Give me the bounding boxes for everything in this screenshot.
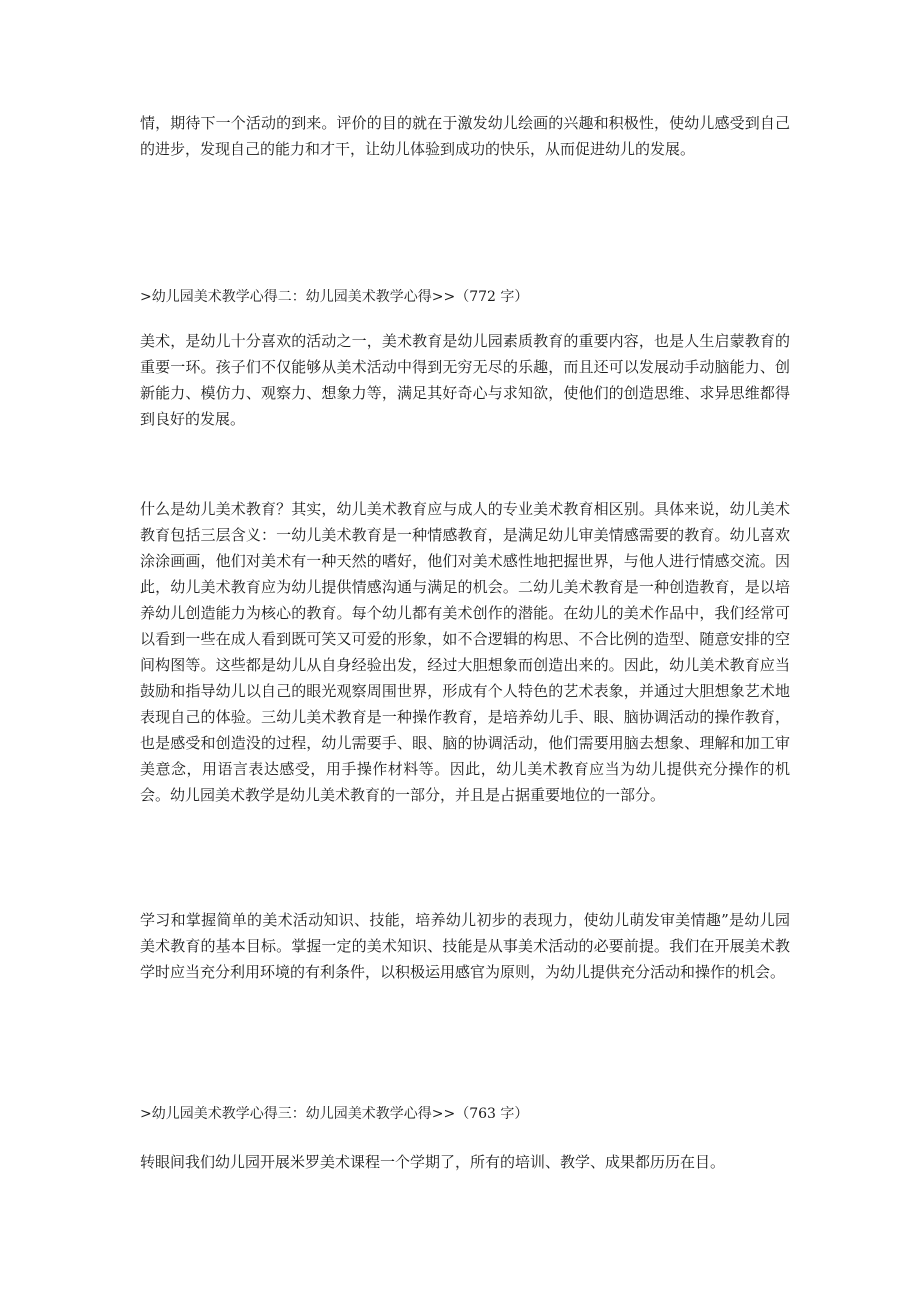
- paragraph-evaluation-purpose: 情，期待下一个活动的到来。评价的目的就在于激发幼儿绘画的兴趣和积极性，使幼儿感受到自己的进步，发现自己的能力和才干，让幼儿体验到成功的快乐，从而促进幼儿的发展。: [140, 114, 790, 158]
- paragraph-basic-goals: 学习和掌握简单的美术活动知识、技能，培养幼儿初步的表现力，使幼儿萌发审美情趣”是幼儿园美术教育的基本目标。掌握一定的美术知识、技能是从事美术活动的必要前提。我们在开展美术教学时应当充分利用环境的有利条件，以积极运用感官为原则，为幼儿提供充分活动和操作的机会。: [140, 911, 790, 981]
- section-heading-part-two: >幼儿园美术教学心得二：幼儿园美术教学心得>>（772 字）: [140, 289, 529, 305]
- paragraph-miro-course: 转眼间我们幼儿园开展米罗美术课程一个学期了，所有的培训、教学、成果都历历在目。: [140, 1153, 726, 1171]
- section-heading-part-three: >幼儿园美术教学心得三：幼儿园美术教学心得>>（763 字）: [140, 1106, 529, 1122]
- paragraph-art-importance: 美术，是幼儿十分喜欢的活动之一，美术教育是幼儿园素质教育的重要内容，也是人生启蒙教育的重要一环。孩子们不仅能够从美术活动中得到无穷无尽的乐趣，而且还可以发展动手动脑能力、创新能力、模仿力、观察力、想象力等，满足其好奇心与求知欲，使他们的创造思维、求异思维都得到良好的发展。: [140, 332, 790, 428]
- paragraph-what-is-child-art-education: 什么是幼儿美术教育？其实，幼儿美术教育应与成人的专业美术教育相区别。具体来说，幼儿美术教育包括三层含义：一幼儿美术教育是一种情感教育，是满足幼儿审美情感需要的教育。幼儿喜欢涂涂画画，他们对美术有一种天然的嗜好，他们对美术感性地把握世界，与他人进行情感交流。因此，幼儿美术教育应为幼儿提供情感沟通与满足的机会。二幼儿美术教育是一种创造教育，是以培养幼儿创造能力为核心的教育。每个幼儿都有美术创作的潜能。在幼儿的美术作品中，我们经常可以看到一些在成人看到既可笑又可爱的形象，如不合逻辑的构思、不合比例的造型、随意安排的空间构图等。这些都是幼儿从自身经验出发，经过大胆想象而创造出来的。因此，幼儿美术教育应当鼓励和指导幼儿以自己的眼光观察周围世界，形成有个人特色的艺术表象，并通过大胆想象艺术地表现自己的体验。三幼儿美术教育是一种操作教育，是培养幼儿手、眼、脑协调活动的操作教育，也是感受和创造没的过程，幼儿需要手、眼、脑的协调活动，他们需要用脑去想象、理解和加工审美意念，用语言表达感受，用手操作材料等。因此，幼儿美术教育应当为幼儿提供充分操作的机会。幼儿园美术教学是幼儿美术教育的一部分，并且是占据重要地位的一部分。: [140, 500, 790, 804]
